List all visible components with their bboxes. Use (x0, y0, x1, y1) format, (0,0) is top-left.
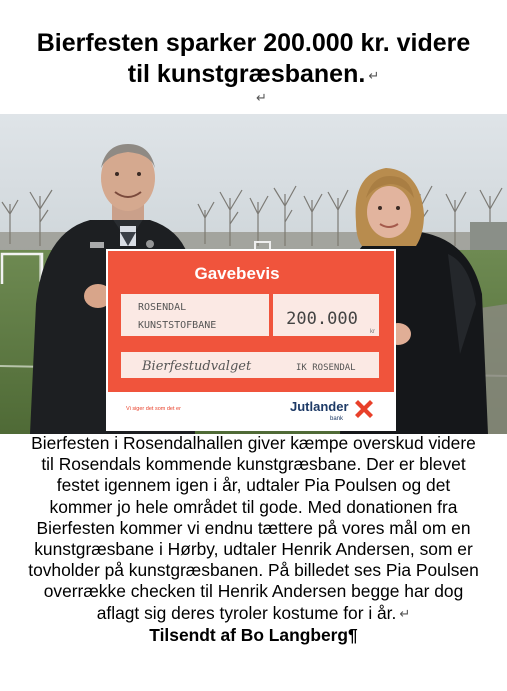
line-break-mark: ↵ (399, 606, 411, 622)
headline-line-1: Bierfesten sparker 200.000 kr. videre (36, 29, 471, 57)
bank-name: Jutlander (290, 399, 349, 414)
signature-text: Tilsendt af Bo Langberg (149, 624, 349, 645)
headline-line-2 (0, 59, 507, 91)
giant-check (107, 250, 395, 430)
article-signature (0, 625, 507, 646)
article-line: tovholder på kunstgræsbanen. På billedet ses Pia Poulsen (28, 560, 479, 581)
check-presentation-photo (0, 114, 507, 434)
article-line: Bierfesten i Rosendalhallen giver kæmpe overskud videre (31, 433, 476, 453)
headline-line-2-text: til kunstgræsbanen. (127, 60, 366, 88)
check-amount-suffix: kr (370, 329, 375, 335)
article-line-last (0, 603, 507, 625)
article-body (0, 433, 507, 646)
bank-sub: bank (330, 416, 344, 422)
line-break-mark: ↵ (368, 67, 380, 83)
headline (0, 28, 507, 91)
empty-paragraph-mark: ↵ (256, 90, 267, 105)
article-line: overrække checken til Henrik Andersen begge har dog (43, 581, 464, 602)
check-from-club: IK ROSENDAL (296, 363, 356, 373)
check-small-print: Vi siger det som det er (126, 406, 181, 412)
article-line: kunstgræsbane i Hørby, udtaler Henrik Andersen, som er (34, 539, 473, 560)
check-amount: 200.000 (286, 309, 358, 329)
article-line-last-text: aflagt sig deres tyroler kostume for i år. (96, 602, 397, 623)
check-recipient-line-1: ROSENDAL (138, 302, 187, 313)
check-recipient-line-2: KUNSTSTOFBANE (138, 320, 217, 331)
article-line: til Rosendals kommende kunstgræsbane. Der er blevet (41, 454, 466, 475)
distant-building (470, 222, 507, 250)
article-line: festet igennem igen i år, udtaler Pia Poulsen og det (56, 475, 451, 496)
pilcrow-mark: ¶ (348, 624, 358, 645)
check-from: Bierfestudvalget (142, 359, 252, 374)
article-line: kommer jo hele området til gode. Med donationen fra (49, 496, 458, 517)
check-title: Gavebevis (194, 264, 280, 283)
article-line: Bierfesten kommer vi endnu tættere på vores mål om en (36, 517, 471, 538)
